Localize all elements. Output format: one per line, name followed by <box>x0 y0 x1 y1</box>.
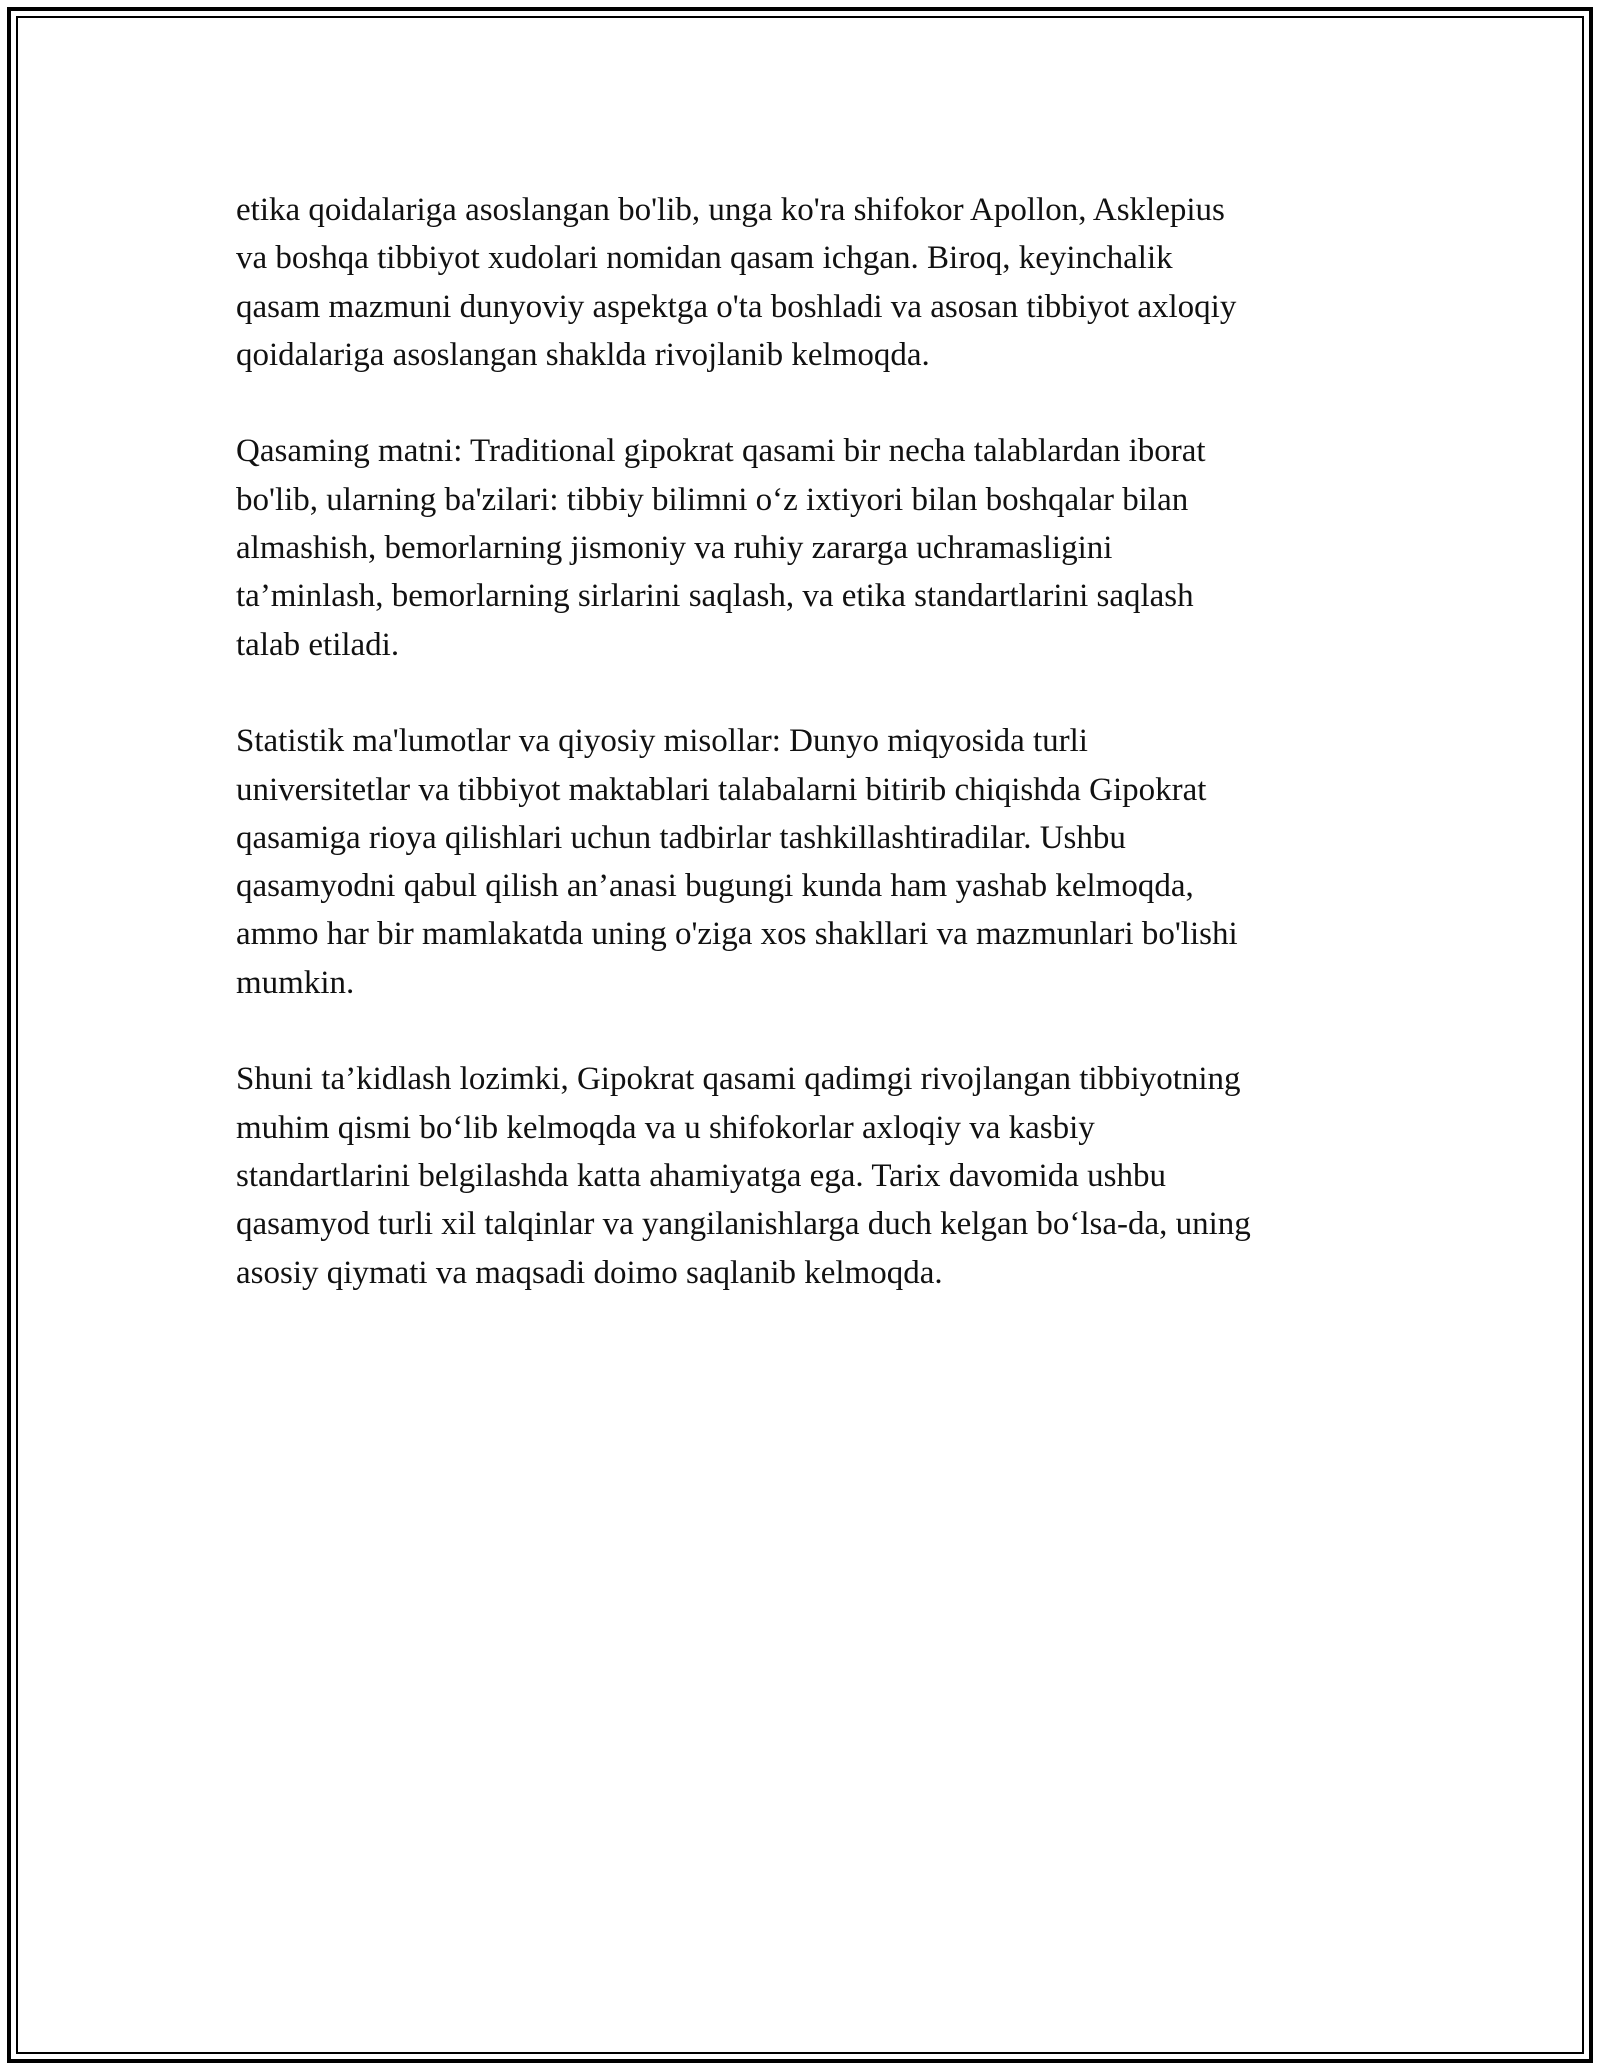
paragraph-3 <box>236 717 1376 1007</box>
paragraph-line: mumkin. <box>236 964 355 1001</box>
paragraph-line: qasam mazmuni dunyoviy aspektga o'ta boshladi va asosan tibbiyot axloqiy <box>236 288 1237 325</box>
paragraph-line: ammo har bir mamlakatda uning o'ziga xos shakllari va mazmunlari bo'lishi <box>236 916 1238 953</box>
document-body <box>236 186 1376 1345</box>
paragraph-4 <box>236 1055 1376 1296</box>
paragraph-line: almashish, bemorlarning jismoniy va ruhiy zararga uchramasligini <box>236 530 1113 567</box>
paragraph-line: ta’minlash, bemorlarning sirlarini saqlash, va etika standartlarini saqlash <box>236 578 1194 615</box>
paragraph-line: asosiy qiymati va maqsadi doimo saqlanib kelmoqda. <box>236 1254 943 1291</box>
paragraph-line: qasamiga rioya qilishlari uchun tadbirlar tashkillashtiradilar. Ushbu <box>236 819 1126 856</box>
paragraph-line: Statistik ma'lumotlar va qiyosiy misollar: Dunyo miqyosida turli <box>236 723 1088 760</box>
paragraph-line: standartlarini belgilashda katta ahamiyatga ega. Tarix davomida ushbu <box>236 1157 1166 1194</box>
paragraph-line: qasamyodni qabul qilish an’anasi bugungi kunda ham yashab kelmoqda, <box>236 868 1194 905</box>
paragraph-line: Shuni ta’kidlash lozimki, Gipokrat qasami qadimgi rivojlangan tibbiyotning <box>236 1061 1241 1098</box>
paragraph-1 <box>236 186 1376 379</box>
paragraph-line: etika qoidalariga asoslangan bo'lib, unga ko'ra shifokor Apollon, Asklepius <box>236 192 1225 228</box>
paragraph-line: va boshqa tibbiyot xudolari nomidan qasam ichgan. Biroq, keyinchalik <box>236 240 1173 277</box>
paragraph-line: talab etiladi. <box>236 626 400 663</box>
paragraph-line: muhim qismi bo‘lib kelmoqda va u shifokorlar axloqiy va kasbiy <box>236 1109 1095 1146</box>
paragraph-line: universitetlar va tibbiyot maktablari talabalarni bitirib chiqishda Gipokrat <box>236 771 1207 808</box>
paragraph-line: qasamyod turli xil talqinlar va yangilanishlarga duch kelgan bo‘lsa-da, uning <box>236 1206 1251 1243</box>
paragraph-line: Qasaming matni: Traditional gipokrat qasami bir necha talablardan iborat <box>236 433 1206 470</box>
paragraph-line: qoidalariga asoslangan shaklda rivojlanib kelmoqda. <box>236 336 930 373</box>
paragraph-2 <box>236 427 1376 668</box>
paragraph-line: bo'lib, ularning ba'zilari: tibbiy bilimni o‘z ixtiyori bilan boshqalar bilan <box>236 481 1189 518</box>
